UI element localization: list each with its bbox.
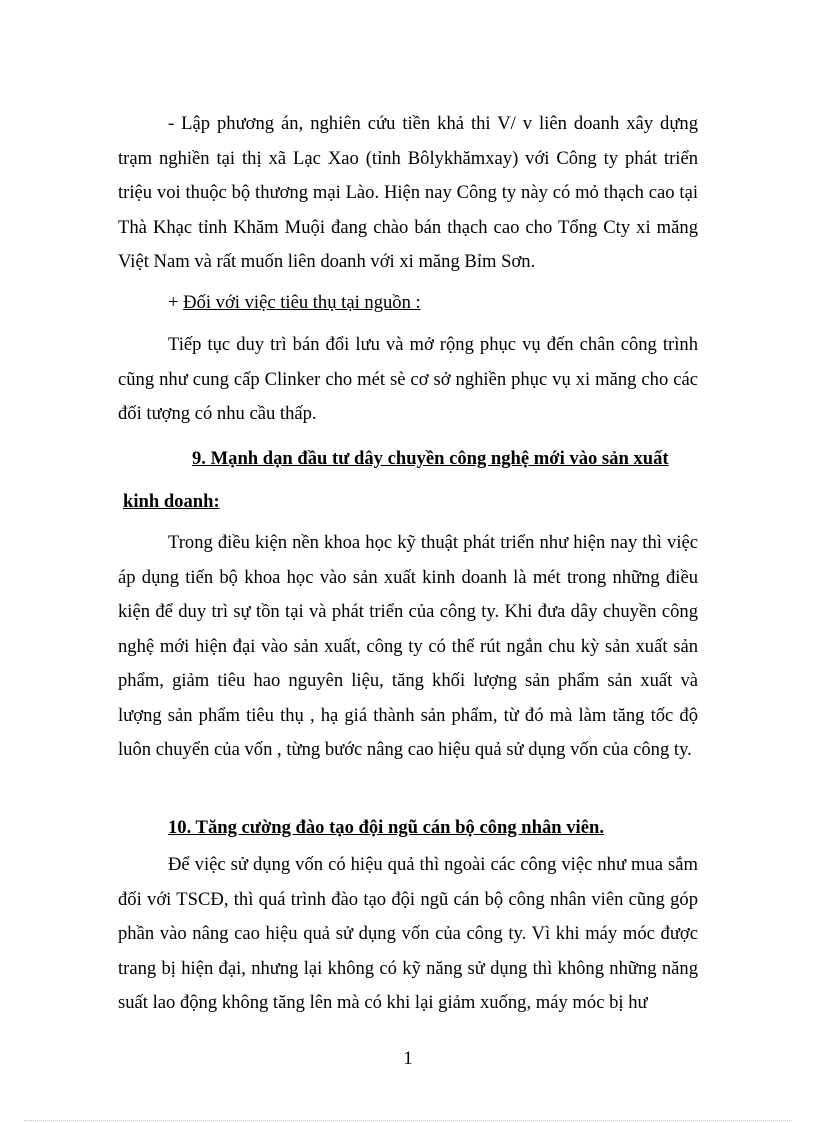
subheading-label: Đối với việc tiêu thụ tại nguồn : (183, 292, 421, 313)
subheading-prefix: + (168, 292, 184, 313)
paragraph-joint-venture: - Lập phương án, nghiên cứu tiền khả thi V/ v liên doanh xây dựng trạm nghiền tại thị xã Lạc Xao (tỉnh Bôlykhămxay) với Công ty phát triển triệu voi thuộc bộ thương mại Lào. Hiện nay Công ty này có mỏ thạch cao tại Thà Khạc tỉnh Khăm Muội đang chào bán thạch cao cho Tổng Cty xi măng Việt Nam và rất muốn liên doanh với xi măng Bỉm Sơn. (118, 113, 698, 272)
subheading-local-consumption (168, 286, 421, 321)
paragraph-local-consumption: Tiếp tục duy trì bán đổi lưu và mở rộng phục vụ đến chân công trình cũng như cung cấp Clinker cho mét sè cơ sở nghiền phục vụ xi măng cho các đối tượng có nhu cầu thấp. (118, 334, 698, 424)
heading-section-10: 10. Tăng cường đào tạo đội ngũ cán bộ công nhân viên. (168, 817, 604, 838)
heading-section-9-line1: 9. Mạnh dạn đầu tư dây chuyền công nghệ mới vào sản xuất (192, 448, 669, 469)
paragraph-staff-training: Để việc sử dụng vốn có hiệu quả thì ngoài các công việc như mua sắm đối với TSCĐ, thì quá trình đào tạo đội ngũ cán bộ công nhân viên cũng góp phần vào nâng cao hiệu quả sử dụng vốn của công ty. Vì khi máy móc được trang bị hiện đại, nhưng lại không có kỹ năng sử dụng thì không những năng suất lao động không tăng lên mà có khi lại giảm xuống, máy móc bị hư (118, 854, 698, 1013)
page-number: 1 (403, 1048, 413, 1069)
page-bottom-divider (24, 1120, 792, 1121)
paragraph-technology-investment: Trong điều kiện nền khoa học kỹ thuật phát triển như hiện nay thì việc áp dụng tiến bộ khoa học vào sản xuất kinh doanh là mét trong những điều kiện để duy trì sự tồn tại và phát triển của công ty. Khi đưa dây chuyền công nghệ mới hiện đại vào sản xuất, công ty có thể rút ngắn chu kỳ sản xuất sản phẩm, giảm tiêu hao nguyên liệu, tăng khối lượng sản phẩm sản xuất và lượng sản phẩm tiêu thụ , hạ giá thành sản phẩm, từ đó mà làm tăng tốc độ luôn chuyển của vốn , từng bước nâng cao hiệu quả sử dụng vốn của công ty. (118, 532, 698, 760)
heading-section-9-line2: kinh doanh: (123, 491, 220, 512)
